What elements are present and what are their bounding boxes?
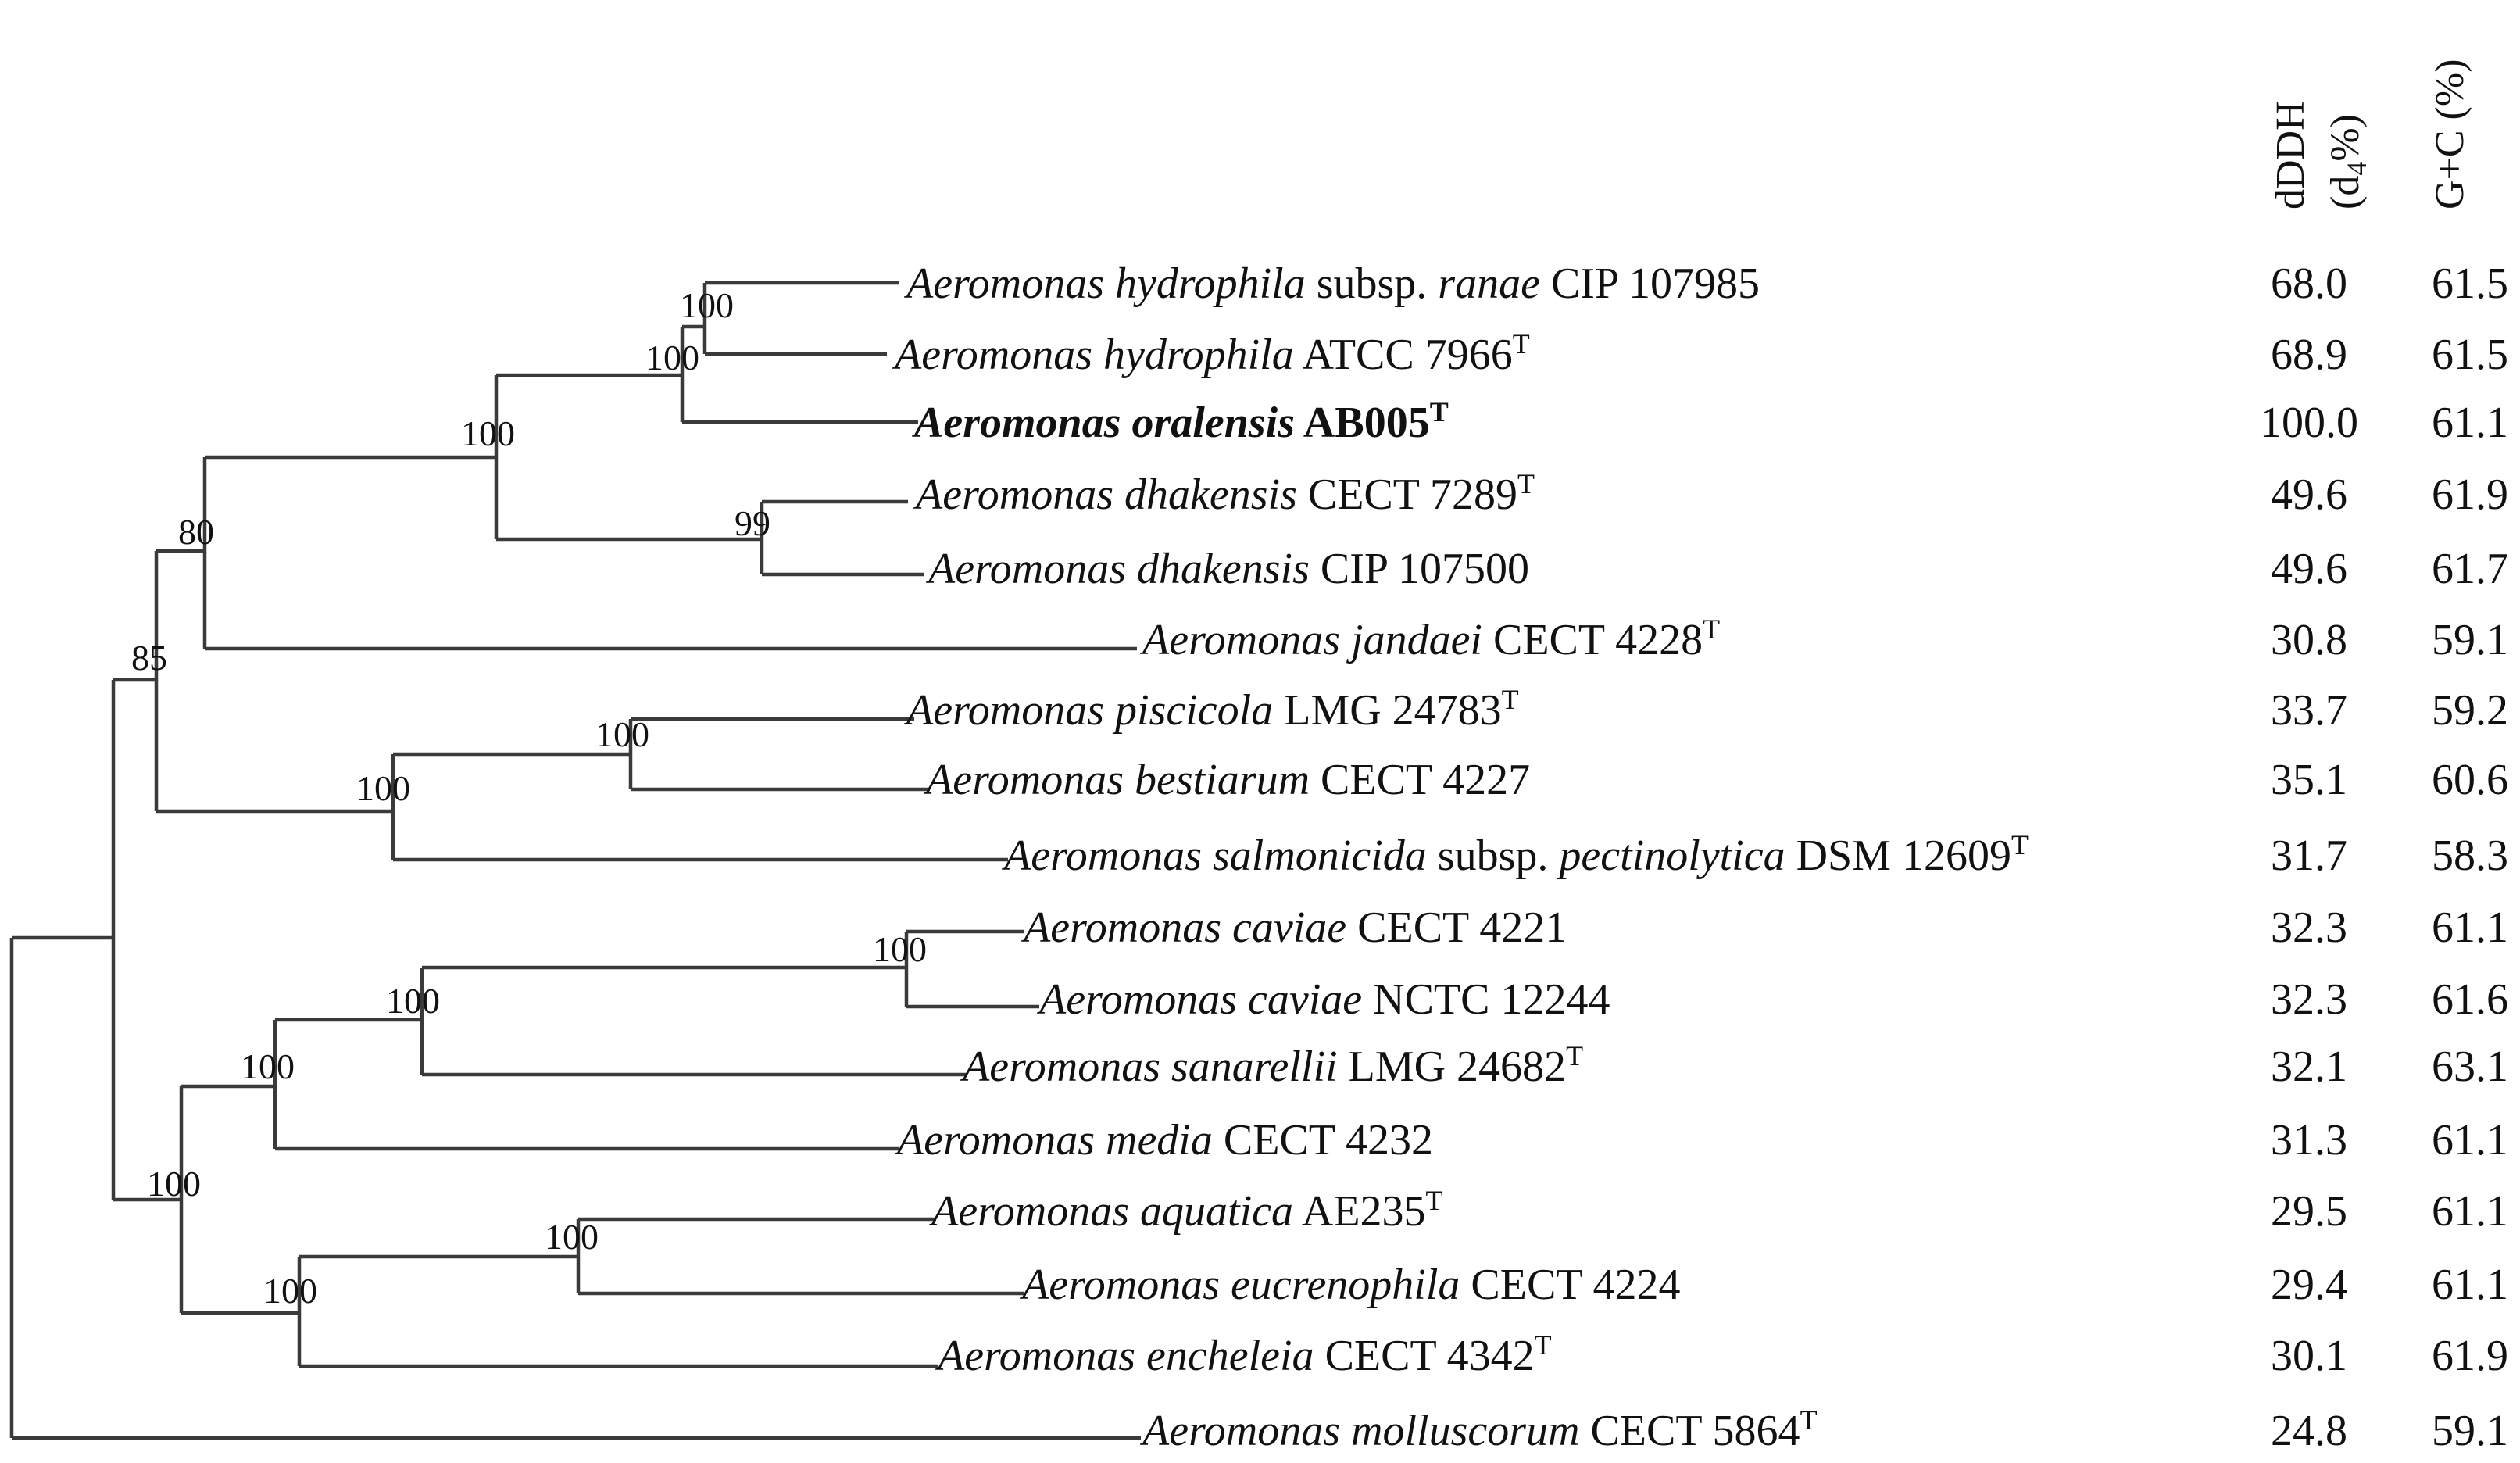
gc-value: 61.1 [2432, 1261, 2508, 1309]
bootstrap-value: 80 [178, 512, 214, 552]
taxon-label [1139, 613, 1720, 664]
bootstrap-value: 100 [461, 413, 515, 453]
taxon-label [903, 259, 1760, 308]
taxon-label [925, 545, 1529, 593]
taxon-species-name: Aeromonas dhakensis [916, 470, 1297, 519]
gc-value: 59.2 [2432, 686, 2508, 735]
gc-value: 61.5 [2432, 331, 2508, 379]
taxon-species-name: Aeromonas media [897, 1116, 1213, 1164]
gc-value: 59.1 [2432, 1407, 2508, 1455]
dddh-unit-subscript: 4 [2341, 161, 2372, 176]
taxon-label [894, 1116, 1433, 1164]
taxon-species-name: Aeromonas sanarellii [963, 1043, 1338, 1091]
taxon-species-name: Aeromonas oralensis [914, 399, 1295, 447]
taxon-strain-text: ATCC 7966 [1293, 331, 1513, 379]
bootstrap-value: 100 [645, 338, 699, 377]
dddh-value: 32.3 [2271, 903, 2347, 952]
taxon-strain-text: CIP 107985 [1539, 259, 1760, 308]
taxon-label [903, 684, 1519, 735]
taxon-species-name: Aeromonas piscicola [906, 686, 1274, 735]
bootstrap-value: 100 [680, 285, 734, 325]
taxon-strain-text: CIP 107500 [1309, 545, 1529, 593]
gc-value: 61.1 [2432, 1187, 2508, 1236]
dddh-value: 24.8 [2271, 1407, 2347, 1455]
bootstrap-labels [131, 285, 927, 1311]
taxon-strain-text: AB005 [1295, 399, 1430, 447]
taxon-label [1001, 829, 2029, 880]
dddh-value: 31.3 [2271, 1116, 2347, 1164]
dddh-value: 68.9 [2271, 331, 2347, 379]
taxon-species-name: Aeromonas hydrophila [906, 259, 1306, 308]
bootstrap-value: 85 [131, 638, 167, 678]
taxon-strain-text: LMG 24783 [1273, 686, 1502, 735]
taxon-label [1036, 975, 1610, 1024]
taxon-label [935, 1329, 1552, 1380]
type-strain-superscript: T [1534, 1329, 1552, 1361]
gc-value: 61.7 [2432, 545, 2508, 593]
taxon-species-name: Aeromonas eucrenophila [1022, 1261, 1460, 1309]
taxon-species-name: Aeromonas hydrophila [895, 331, 1294, 379]
type-strain-superscript: T [1501, 684, 1519, 715]
type-strain-superscript: T [1425, 1185, 1443, 1216]
taxon-label [1021, 903, 1567, 952]
dddh-value: 49.6 [2271, 545, 2347, 593]
taxon-strain-text: AE235 [1292, 1187, 1426, 1236]
taxon-label [892, 328, 1530, 379]
taxon-species-name: Aeromonas molluscorum [1142, 1407, 1580, 1455]
type-strain-superscript: T [1566, 1040, 1584, 1071]
taxon-strain-text: LMG 24682 [1337, 1043, 1567, 1091]
gc-value: 60.6 [2432, 756, 2508, 804]
gc-column-header: G+C (%) [2428, 59, 2472, 209]
taxon-strain-text: subsp. [1305, 259, 1439, 308]
taxon-label [912, 396, 1449, 447]
bootstrap-value: 100 [386, 981, 440, 1021]
taxon-label [960, 1040, 1583, 1091]
value-columns [2260, 259, 2508, 1455]
dddh-value: 32.3 [2271, 975, 2347, 1024]
gc-value: 63.1 [2432, 1043, 2508, 1091]
dddh-value: 29.4 [2271, 1261, 2347, 1309]
dddh-unit-header [2323, 114, 2372, 209]
taxon-species-name: pectinolytica [1559, 832, 1785, 880]
gc-value: 61.5 [2432, 259, 2508, 308]
taxon-strain-text: subsp. [1426, 832, 1560, 880]
taxon-species-name: ranae [1438, 259, 1540, 308]
taxon-label [923, 756, 1530, 804]
tree-branches [12, 283, 1141, 1438]
dddh-value: 30.1 [2271, 1332, 2347, 1380]
taxon-species-name: Aeromonas salmonicida [1004, 832, 1427, 880]
gc-value: 61.9 [2432, 470, 2508, 519]
type-strain-superscript: T [1703, 613, 1721, 645]
taxon-species-name: Aeromonas caviae [1024, 903, 1347, 952]
taxon-strain-text: CECT 4224 [1460, 1261, 1681, 1309]
bootstrap-value: 100 [356, 768, 410, 808]
dddh-value: 49.6 [2271, 470, 2347, 519]
taxon-label [913, 468, 1535, 519]
taxon-species-name: Aeromonas encheleia [938, 1332, 1314, 1380]
bootstrap-value: 100 [241, 1046, 295, 1086]
taxon-species-name: Aeromonas aquatica [931, 1187, 1293, 1236]
bootstrap-value: 99 [735, 503, 770, 543]
dddh-value: 32.1 [2271, 1043, 2347, 1091]
taxon-species-name: Aeromonas dhakensis [928, 545, 1310, 593]
gc-value: 61.1 [2432, 1116, 2508, 1164]
gc-value: 59.1 [2432, 616, 2508, 664]
dddh-value: 100.0 [2260, 399, 2358, 447]
type-strain-superscript: T [1429, 396, 1449, 427]
bootstrap-value: 100 [873, 929, 927, 969]
dddh-value: 35.1 [2271, 756, 2347, 804]
taxon-strain-text: CECT 4342 [1314, 1332, 1535, 1380]
taxon-strain-text: CECT 5864 [1579, 1407, 1800, 1455]
dddh-value: 33.7 [2271, 686, 2347, 735]
taxon-labels [892, 259, 2029, 1455]
type-strain-superscript: T [1800, 1404, 1818, 1436]
dddh-unit-close: %) [2323, 114, 2368, 162]
gc-value: 61.1 [2432, 399, 2508, 447]
taxon-species-name: Aeromonas bestiarum [926, 756, 1310, 804]
taxon-species-name: Aeromonas jandaei [1142, 616, 1482, 664]
taxon-strain-text: CECT 4232 [1212, 1116, 1433, 1164]
type-strain-superscript: T [1517, 468, 1535, 499]
gc-value: 61.9 [2432, 1332, 2508, 1380]
dddh-unit-open: (d [2323, 175, 2368, 209]
column-headers [2268, 59, 2472, 209]
taxon-strain-text: NCTC 12244 [1362, 975, 1610, 1024]
gc-value: 61.1 [2432, 903, 2508, 952]
bootstrap-value: 100 [147, 1164, 201, 1204]
dddh-value: 68.0 [2271, 259, 2347, 308]
bootstrap-value: 100 [545, 1217, 599, 1257]
taxon-strain-text: CECT 4227 [1310, 756, 1531, 804]
type-strain-superscript: T [1512, 328, 1530, 359]
dddh-value: 29.5 [2271, 1187, 2347, 1236]
gc-value: 58.3 [2432, 832, 2508, 880]
dddh-value: 31.7 [2271, 832, 2347, 880]
taxon-strain-text: CECT 4221 [1346, 903, 1567, 952]
dddh-column-header [2268, 101, 2313, 209]
bootstrap-value: 100 [263, 1271, 317, 1311]
bootstrap-value: 100 [595, 714, 649, 754]
taxon-label [1139, 1404, 1818, 1455]
type-strain-superscript: T [2011, 829, 2029, 860]
taxon-strain-text: DSM 12609 [1785, 832, 2011, 880]
taxon-label [928, 1185, 1443, 1236]
dddh-value: 30.8 [2271, 616, 2347, 664]
gc-value: 61.6 [2432, 975, 2508, 1024]
taxon-species-name: Aeromonas caviae [1039, 975, 1363, 1024]
taxon-strain-text: CECT 7289 [1296, 470, 1517, 519]
taxon-label [1019, 1261, 1681, 1309]
taxon-strain-text: CECT 4228 [1482, 616, 1703, 664]
dddh-header-line1: dDDH [2268, 101, 2313, 209]
